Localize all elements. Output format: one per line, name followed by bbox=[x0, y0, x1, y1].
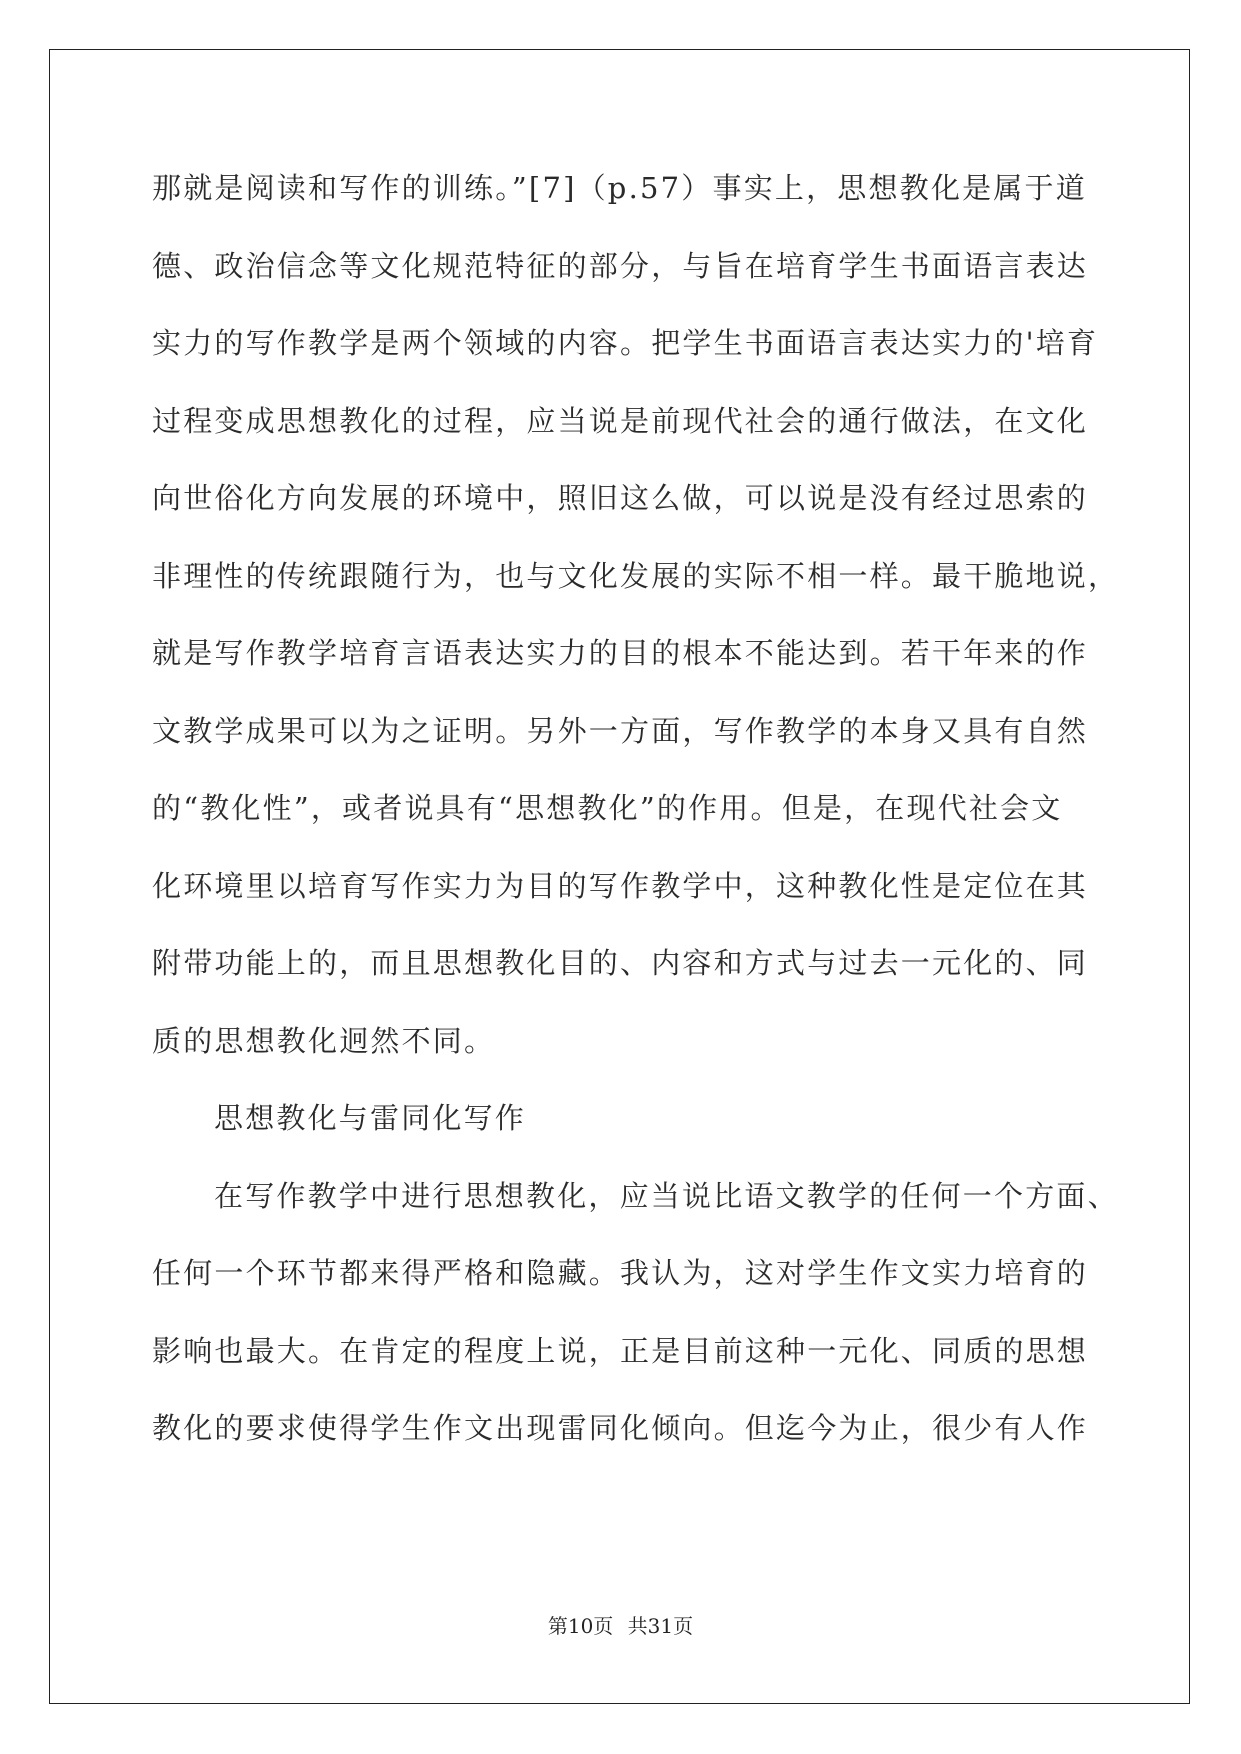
text-line: 文教学成果可以为之证明。另外一方面，写作教学的本身又具有自然 bbox=[152, 713, 1089, 748]
text-line: 在写作教学中进行思想教化，应当说比语文教学的任何一个方面、 bbox=[214, 1178, 1119, 1213]
document-body bbox=[152, 150, 1120, 1468]
text-line: 非理性的传统跟随行为，也与文化发展的实际不相一样。最干脆地说， bbox=[152, 558, 1120, 593]
page-footer bbox=[0, 1610, 1241, 1639]
text-line: 那就是阅读和写作的训练。”[7]（p.57）事实上，思想教化是属于道 bbox=[152, 171, 1087, 205]
text-line: 任何一个环节都来得严格和隐藏。我认为，这对学生作文实力培育的 bbox=[152, 1256, 1089, 1290]
section-heading: 思想教化与雷同化写作 bbox=[214, 1101, 527, 1135]
text-line: 的“教化性”，或者说具有“思想教化”的作用。但是，在现代社会文 bbox=[152, 791, 1063, 825]
text-line: 质的思想教化迥然不同。 bbox=[152, 1023, 496, 1058]
page-total: 共31页 bbox=[627, 1614, 694, 1638]
text-line: 化环境里以培育写作实力为目的写作教学中，这种教化性是定位在其 bbox=[152, 868, 1089, 903]
text-line: 附带功能上的，而且思想教化目的、内容和方式与过去一元化的、同 bbox=[152, 946, 1089, 980]
text-line: 就是写作教学培育言语表达实力的目的根本不能达到。若干年来的作 bbox=[152, 636, 1089, 670]
text-line: 向世俗化方向发展的环境中，照旧这么做，可以说是没有经过思索的 bbox=[152, 481, 1089, 515]
text-line: 过程变成思想教化的过程，应当说是前现代社会的通行做法，在文化 bbox=[152, 403, 1089, 438]
page-number: 第10页 bbox=[547, 1614, 614, 1638]
text-line: 教化的要求使得学生作文出现雷同化倾向。但迄今为止，很少有人作 bbox=[152, 1411, 1089, 1445]
text-line: 影响也最大。在肯定的程度上说，正是目前这种一元化、同质的思想 bbox=[152, 1333, 1089, 1368]
text-line: 实力的写作教学是两个领域的内容。把学生书面语言表达实力的'培育 bbox=[152, 326, 1099, 360]
text-line: 德、政治信念等文化规范特征的部分，与旨在培育学生书面语言表达 bbox=[152, 248, 1089, 283]
